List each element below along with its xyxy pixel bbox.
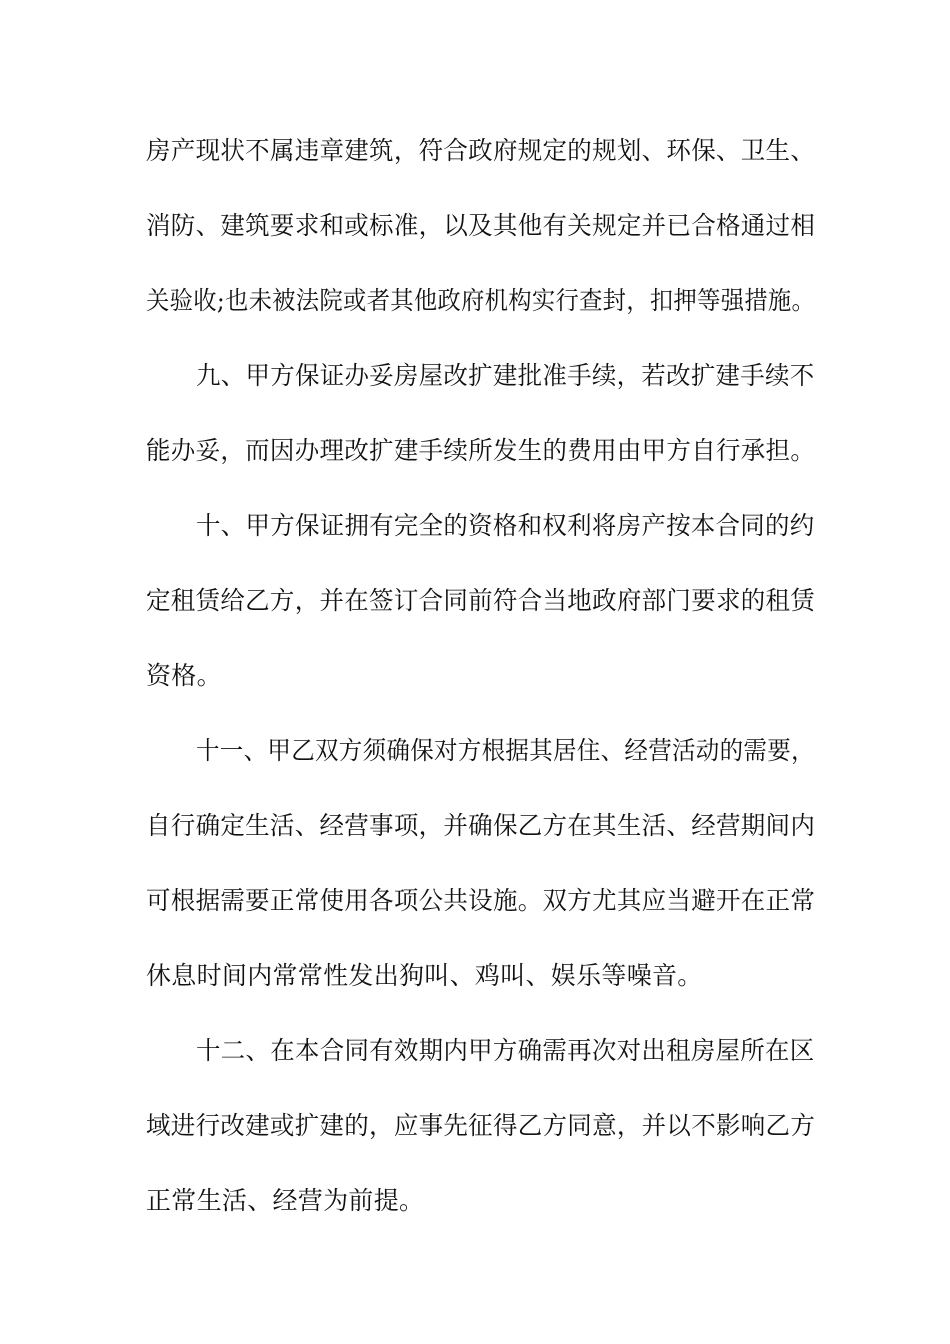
clause-12-line-1: 十二、在本合同有效期内甲方确需再次对出租房屋所在区 (196, 1036, 815, 1065)
clause-10-line-2: 定租赁给乙方，并在签订合同前符合当地政府部门要求的租赁 (146, 586, 816, 615)
clause-9-line-2: 能办妥，而因办理改扩建手续所发生的费用由甲方自行承担。 (146, 436, 816, 465)
text-line-3: 关验收;也未被法院或者其他政府机构实行查封，扣押等强措施。 (146, 286, 816, 315)
clause-12-line-3: 正常生活、经营为前提。 (146, 1186, 425, 1215)
clause-11-line-1: 十一、甲乙双方须确保对方根据其居住、经营活动的需要， (196, 736, 815, 765)
text-line-2: 消防、建筑要求和或标准，以及其他有关规定并已合格通过相 (146, 211, 816, 240)
clause-12-line-2: 域进行改建或扩建的，应事先征得乙方同意，并以不影响乙方 (146, 1111, 816, 1140)
clause-11-line-4: 休息时间内常常性发出狗叫、鸡叫、娱乐等噪音。 (146, 961, 703, 990)
clause-11-line-3: 可根据需要正常使用各项公共设施。双方尤其应当避开在正常 (146, 886, 816, 915)
clause-10-line-1: 十、甲方保证拥有完全的资格和权利将房产按本合同的约 (196, 511, 815, 540)
text-line-1: 房产现状不属违章建筑，符合政府规定的规划、环保、卫生、 (146, 136, 816, 165)
clause-10-line-3: 资格。 (146, 661, 222, 690)
clause-9-line-1: 九、甲方保证办妥房屋改扩建批准手续，若改扩建手续不 (196, 361, 815, 390)
clause-11-line-2: 自行确定生活、经营事项，并确保乙方在其生活、经营期间内 (146, 811, 816, 840)
